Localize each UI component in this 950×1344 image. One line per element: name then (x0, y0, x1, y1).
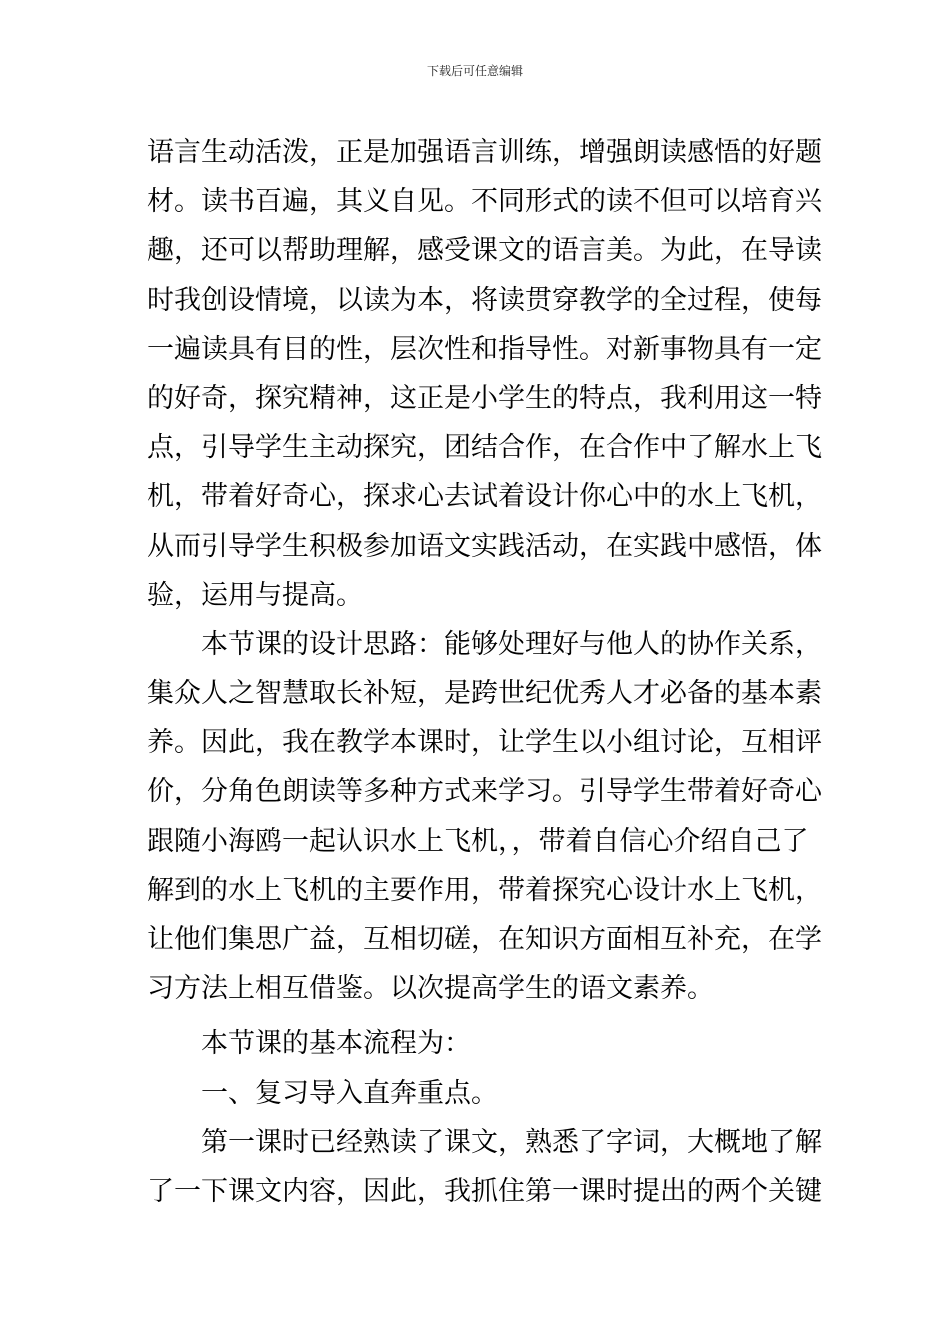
paragraph-line: 了一下课文内容，因此，我抓住第一课时提出的两个关键 (147, 1175, 822, 1207)
paragraph-line: 从而引导学生积极参加语文实践活动，在实践中感悟，体 (147, 530, 822, 562)
paragraph-line: 材。读书百遍，其义自见。不同形式的读不但可以培育兴 (147, 186, 822, 218)
paragraph-line: 习方法上相互借鉴。以次提高学生的语文素养。 (147, 973, 714, 1005)
section-heading: 一、复习导入直奔重点。 (201, 1077, 498, 1109)
paragraph-line: 让他们集思广益，互相切磋，在知识方面相互补充，在学 (147, 924, 822, 955)
paragraph-line: 趣，还可以帮助理解，感受课文的语言美。为此，在导读 (147, 235, 822, 267)
paragraph-line: 语言生动活泼，正是加强语言训练，增强朗读感悟的好题 (147, 137, 822, 168)
paragraph-line: 一遍读具有目的性，层次性和指导性。对新事物具有一定 (147, 333, 822, 365)
paragraph-line: 机，带着好奇心，探求心去试着设计你心中的水上飞机， (147, 481, 822, 513)
document-body (147, 128, 822, 1216)
paragraph-line: 点，引导学生主动探究，团结合作，在合作中了解水上飞 (147, 432, 822, 464)
paragraph-line: 时我创设情境，以读为本，将读贯穿教学的全过程，使每 (147, 284, 822, 316)
paragraph-line: 集众人之智慧取长补短，是跨世纪优秀人才必备的基本素 (147, 678, 822, 710)
paragraph-first-line: 本节课的基本流程为： (201, 1028, 471, 1060)
page-header: 下载后可任意编辑 (426, 64, 523, 78)
paragraph-line: 验，运用与提高。 (147, 579, 363, 611)
paragraph-line: 的好奇，探究精神，这正是小学生的特点，我利用这一特 (147, 382, 822, 414)
paragraph-line: 解到的水上飞机的主要作用，带着探究心设计水上飞机， (147, 874, 822, 906)
paragraph-line: 价，分角色朗读等多种方式来学习。引导学生带着好奇心 (147, 776, 822, 808)
paragraph-line: 跟随小海鸥一起认识水上飞机，，带着自信心介绍自己了 (147, 825, 809, 857)
paragraph-first-line: 第一课时已经熟读了课文，熟悉了字词，大概地了解 (201, 1126, 822, 1158)
paragraph-first-line: 本节课的设计思路：能够处理好与他人的协作关系， (201, 628, 822, 660)
paragraph-line: 养。因此，我在教学本课时，让学生以小组讨论，互相评 (147, 727, 822, 759)
